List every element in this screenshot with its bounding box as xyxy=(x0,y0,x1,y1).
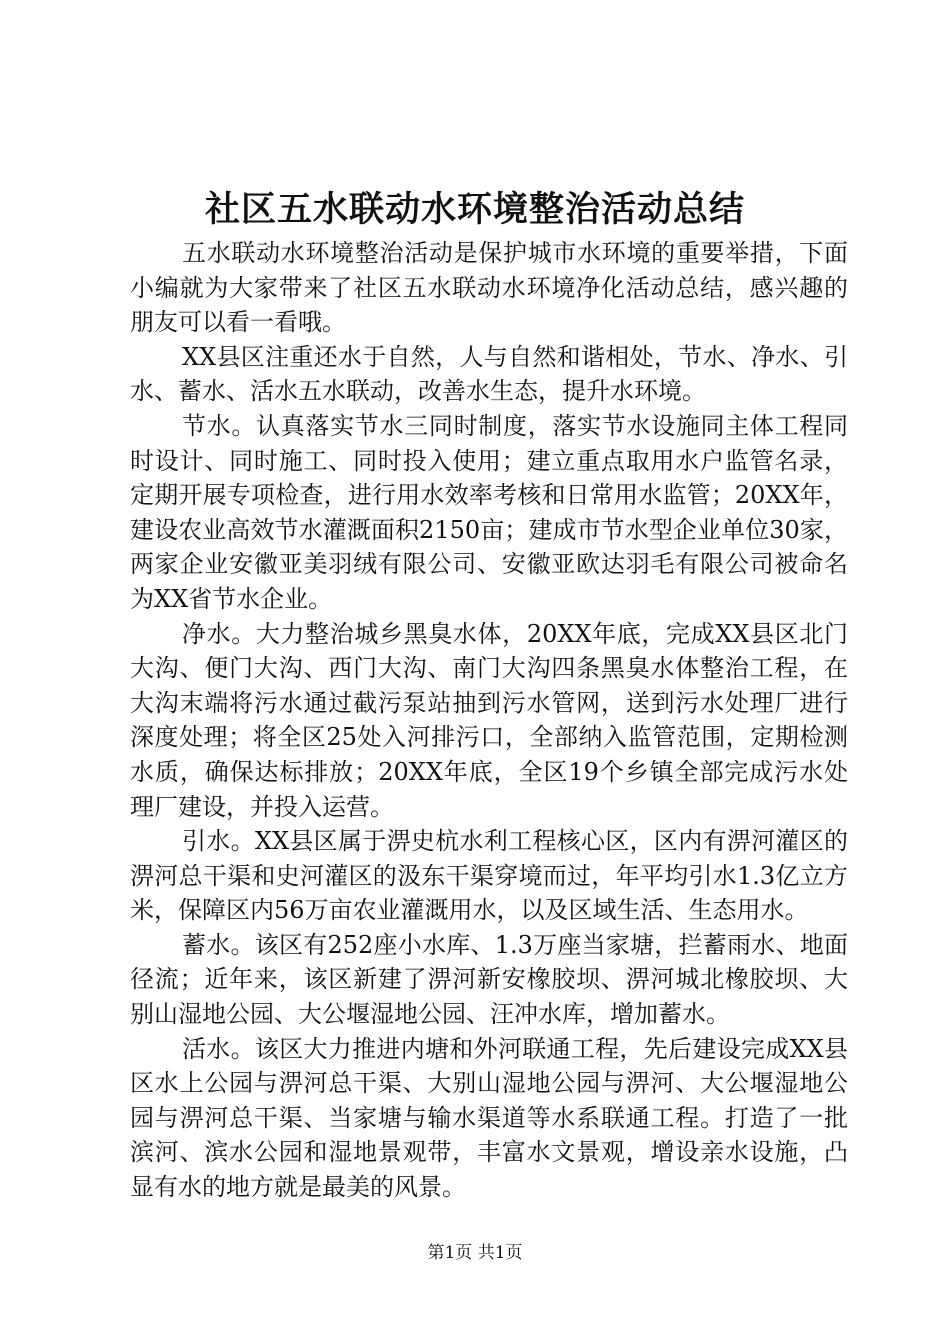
paragraph-water-purification: 净水。大力整治城乡黑臭水体，20XX年底，完成XX县区北门大沟、便门大沟、西门大沟、南门大沟四条黑臭水体整治工程，在大沟末端将污水通过截污泵站抽到污水管网，送到污水处理厂进行深度处理；将全区25处入河排污口，全部纳入监管范围，定期检测水质，确保达标排放；20XX年底，全区19个乡镇全部完成污水处理厂建设，并投入运营。 xyxy=(130,619,848,821)
paragraph-overview: XX县区注重还水于自然，人与自然和谐相处，节水、净水、引水、蓄水、活水五水联动，改善水生态，提升水环境。 xyxy=(130,342,848,406)
page-number-footer: 第1页 共1页 xyxy=(427,1243,523,1263)
document-title: 社区五水联动水环境整治活动总结 xyxy=(204,189,745,230)
paragraph-water-saving: 节水。认真落实节水三同时制度，落实节水设施同主体工程同时设计、同时施工、同时投入使用；建立重点取用水户监管名录，定期开展专项检查，进行用水效率考核和日常用水监管；20XX年，建设农业高效节水灌溉面积2150亩；建成市节水型企业单位30家，两家企业安徽亚美羽绒有限公司、安徽亚欧达羽毛有限公司被命名为XX省节水企业。 xyxy=(130,411,848,613)
paragraph-water-storage: 蓄水。该区有252座小水库、1.3万座当家塘，拦蓄雨水、地面径流；近年来，该区新建了淠河新安橡胶坝、淠河城北橡胶坝、大别山湿地公园、大公堰湿地公园、汪冲水库，增加蓄水。 xyxy=(130,930,848,1029)
paragraph-intro: 五水联动水环境整治活动是保护城市水环境的重要举措，下面小编就为大家带来了社区五水联动水环境净化活动总结，感兴趣的朋友可以看一看哦。 xyxy=(130,239,848,337)
paragraph-water-diversion: 引水。XX县区属于淠史杭水利工程核心区，区内有淠河灌区的淠河总干渠和史河灌区的汲东干渠穿境而过，年平均引水1.3亿立方米，保障区内56万亩农业灌溉用水，以及区域生活、生态用水。 xyxy=(130,827,848,925)
paragraph-water-circulation: 活水。该区大力推进内塘和外河联通工程，先后建设完成XX县区水上公园与淠河总干渠、大别山湿地公园与淠河、大公堰湿地公园与淠河总干渠、当家塘与输水渠道等水系联通工程。打造了一批滨河、滨水公园和湿地景观带，丰富水文景观，增设亲水设施，凸显有水的地方就是最美的风景。 xyxy=(130,1034,848,1202)
document-body xyxy=(130,236,848,1205)
